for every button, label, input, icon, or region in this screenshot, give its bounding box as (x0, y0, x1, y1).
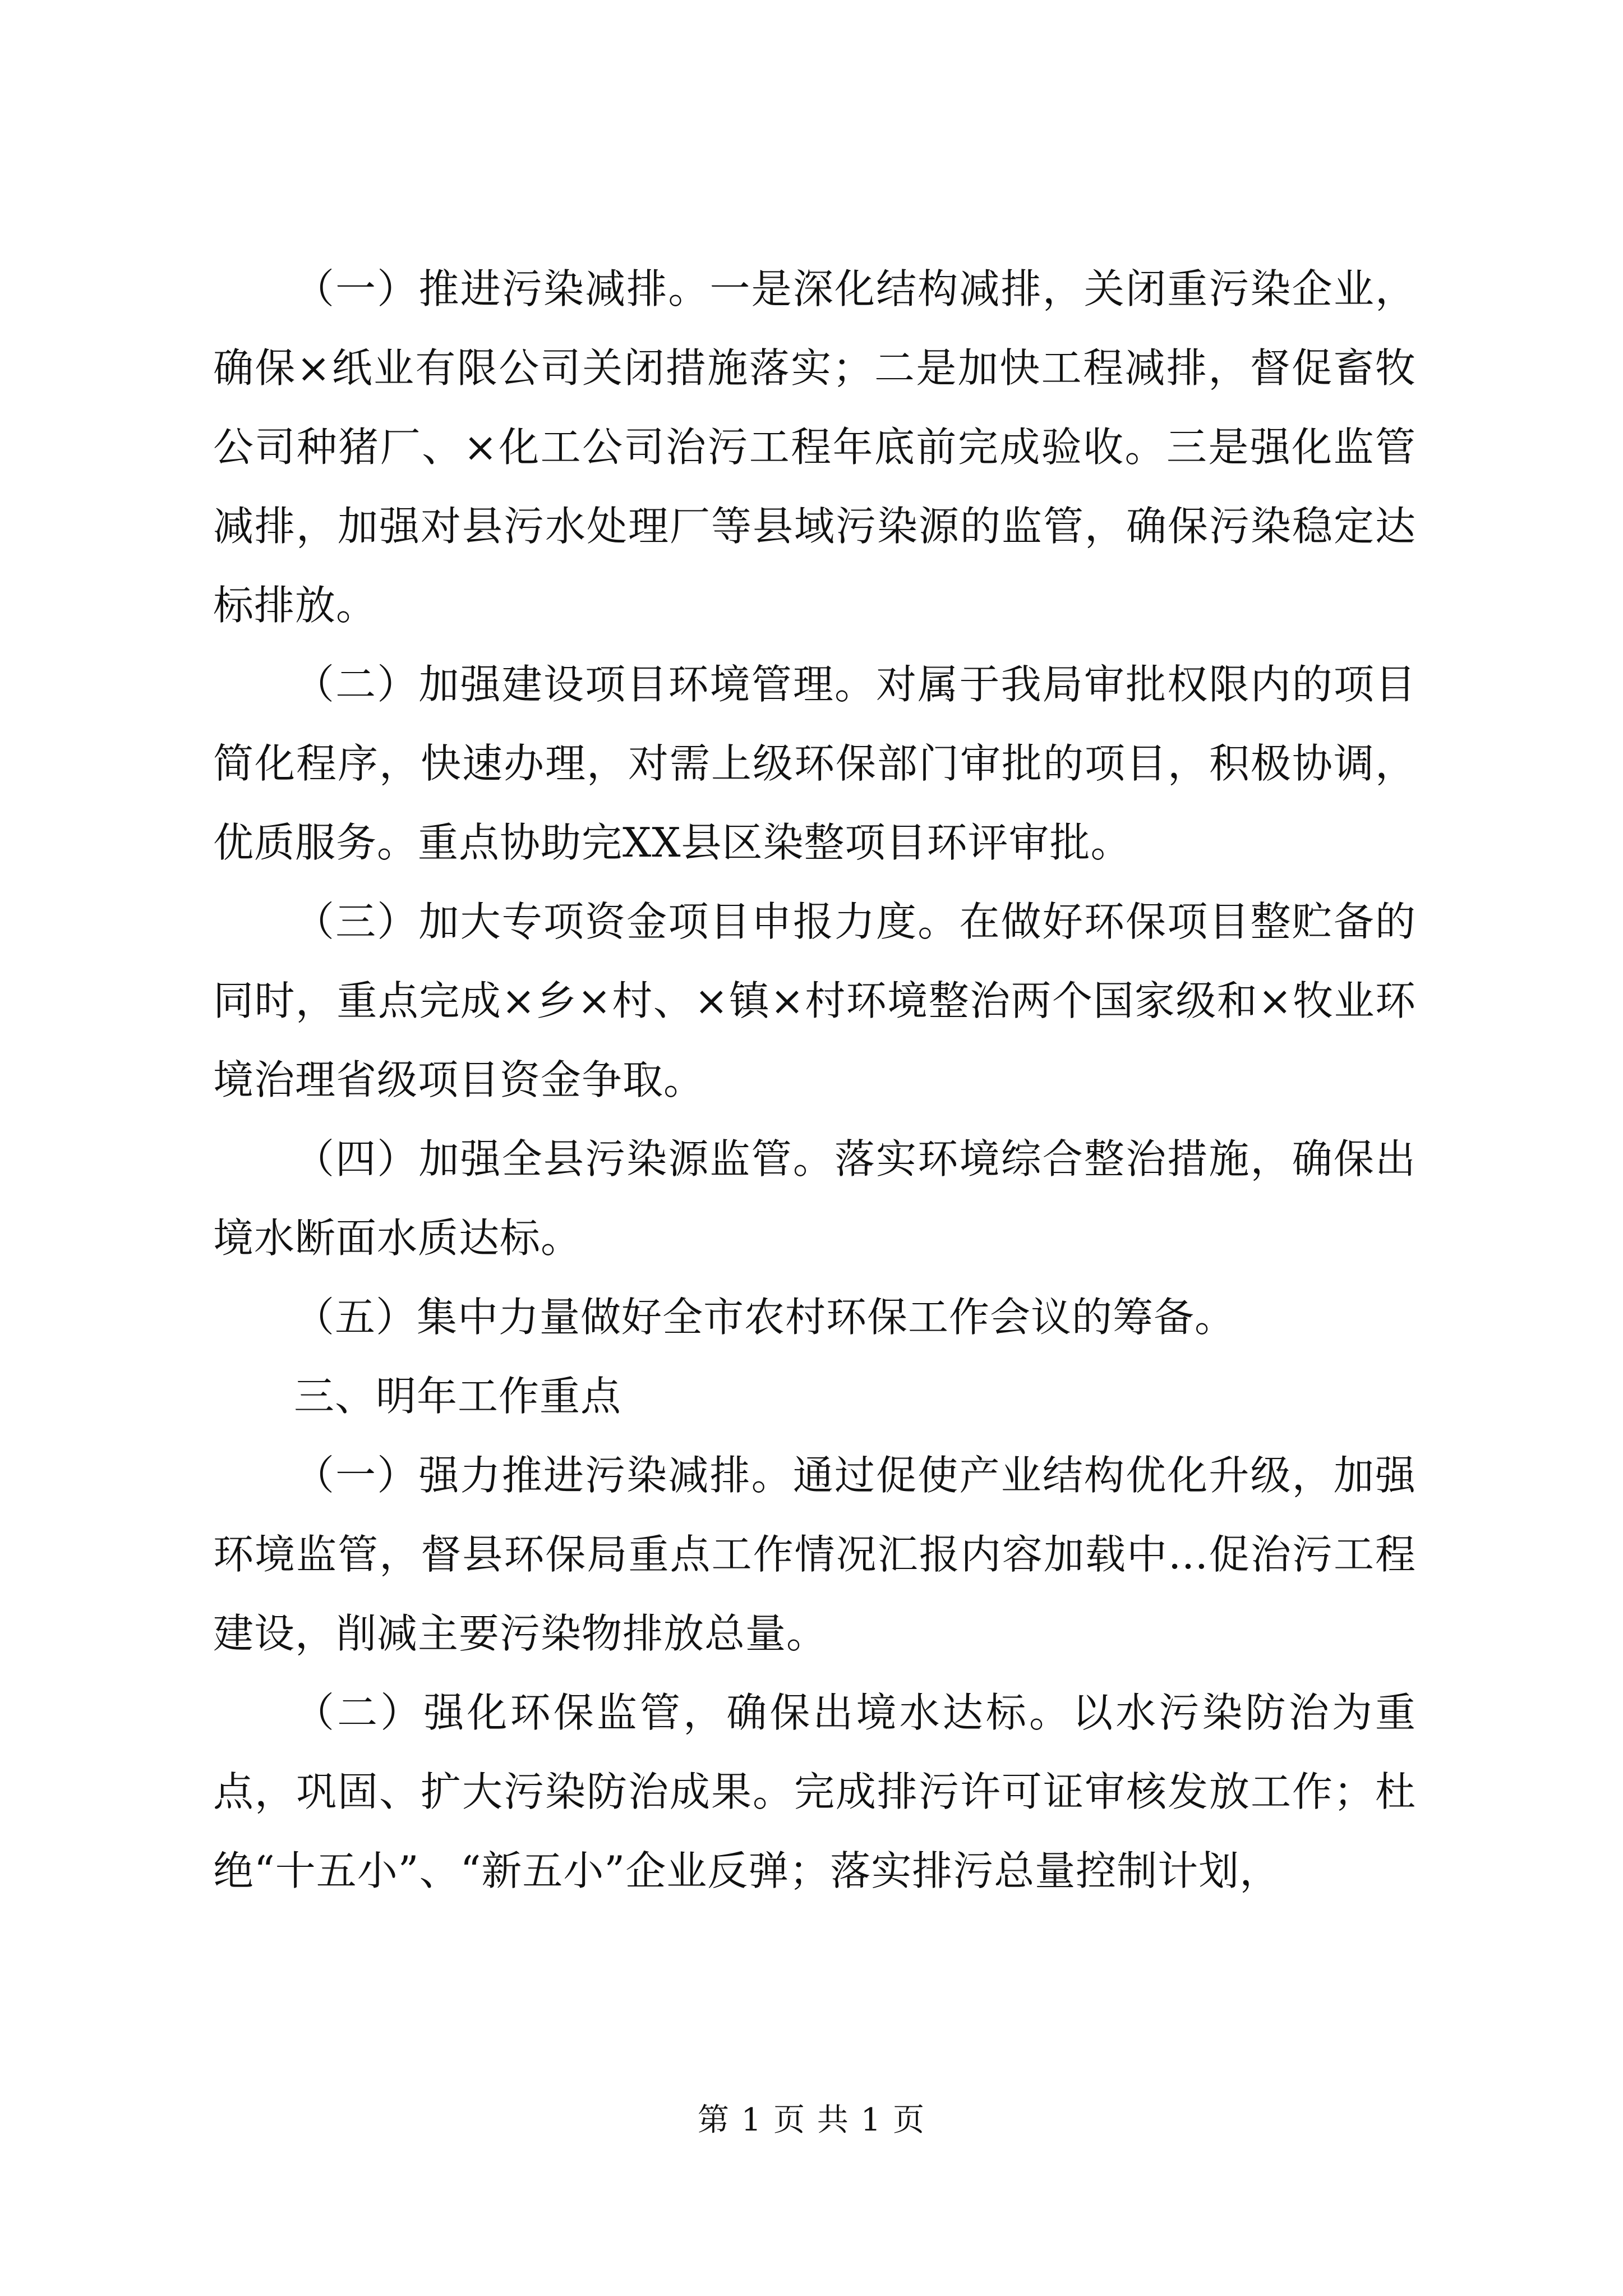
page-number-footer: 第 1 页 共 1 页 (697, 2102, 926, 2138)
paragraph-5: （五）集中力量做好全市农村环保工作会议的筹备。 (294, 1294, 1236, 1341)
paragraph-6: （一）强力推进污染减排。通过促使产业结构优化升级，加强环境监管，督县环保局重点工作情况汇报内容加载中...促治污工程建设，削减主要污染物排放总量。 (213, 1452, 1416, 1657)
paragraph-7: （二）强化环保监管，确保出境水达标。以水污染防治为重点，巩固、扩大污染防治成果。完成排污许可证审核发放工作；杜绝“十五小”、“新五小”企业反弹；落实排污总量控制计划， (213, 1689, 1416, 1894)
paragraph-4: （四）加强全县污染源监管。落实环境综合整治措施，确保出境水断面水质达标。 (213, 1135, 1416, 1262)
section-heading: 三、明年工作重点 (294, 1373, 622, 1420)
paragraph-3: （三）加大专项资金项目申报力度。在做好环保项目整贮备的同时，重点完成×乡×村、×镇×村环境整治两个国家级和×牧业环境治理省级项目资金争取。 (213, 898, 1416, 1103)
paragraph-1: （一）推进污染减排。一是深化结构减排，关闭重污染企业，确保×纸业有限公司关闭措施落实；二是加快工程减排，督促畜牧公司种猪厂、×化工公司治污工程年底前完成验收。三是强化监管减排，加强对县污水处理厂等县域污染源的监管，确保污染稳定达标排放。 (213, 265, 1416, 629)
paragraph-2: （二）加强建设项目环境管理。对属于我局审批权限内的项目简化程序，快速办理，对需上级环保部门审批的项目，积极协调，优质服务。重点协助完XX县区染整项目环评审批。 (213, 661, 1416, 866)
document-body (213, 250, 1416, 1911)
